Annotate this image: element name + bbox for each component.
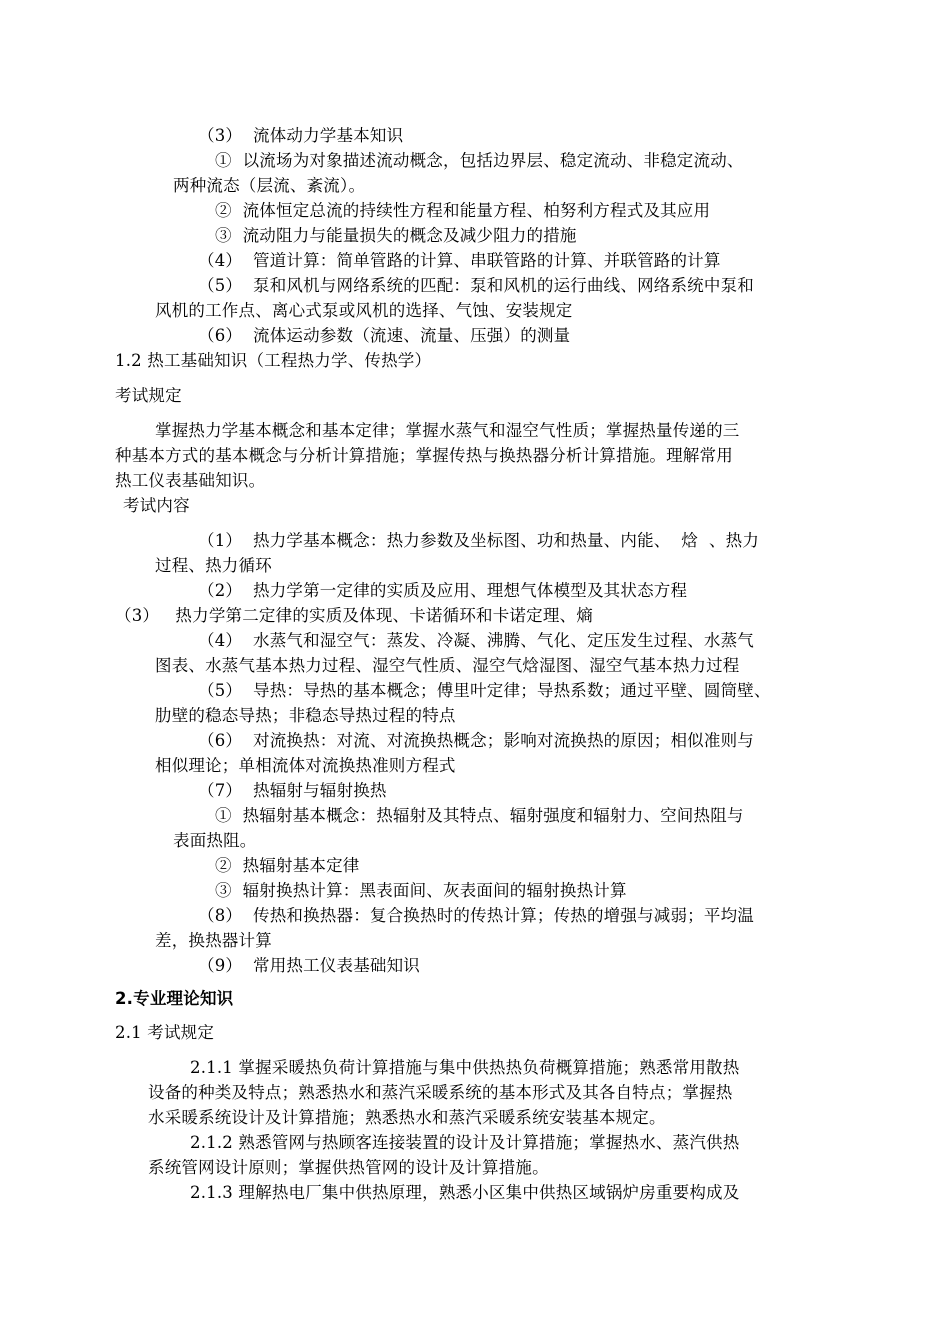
text-line: 热工仪表基础知识。 <box>115 471 266 490</box>
text-line: 系统管网设计原则；掌握供热管网的设计及计算措施。 <box>148 1158 549 1177</box>
text-line: ③ 辐射换热计算：黑表面间、灰表面间的辐射换热计算 <box>215 881 627 900</box>
text-line: 风机的工作点、离心式泵或风机的选择、气蚀、安装规定 <box>155 301 573 320</box>
text-line: ① 以流场为对象描述流动概念，包括边界层、稳定流动、非稳定流动、 <box>215 151 744 170</box>
text-line: （4） 管道计算：简单管路的计算、串联管路的计算、并联管路的计算 <box>198 251 721 270</box>
section-heading: 1.2 热工基础知识（工程热力学、传热学） <box>115 351 432 370</box>
text-line: （6） 对流换热：对流、对流换热概念；影响对流换热的原因；相似准则与 <box>198 731 754 750</box>
text-line: （8） 传热和换热器：复合换热时的传热计算；传热的增强与减弱；平均温 <box>198 906 754 925</box>
text-line: （9） 常用热工仪表基础知识 <box>198 956 420 975</box>
text-line: ① 热辐射基本概念：热辐射及其特点、辐射强度和辐射力、空间热阻与 <box>215 806 744 825</box>
text-line: （5） 泵和风机与网络系统的匹配：泵和风机的运行曲线、网络系统中泵和 <box>198 276 754 295</box>
text-line: 表面热阻。 <box>173 831 257 850</box>
text-line: （1） 热力学基本概念：热力参数及坐标图、功和热量、内能、 焓 、热力 <box>198 531 760 550</box>
text-line: ③ 流动阻力与能量损失的概念及减少阻力的措施 <box>215 226 577 245</box>
text-line: 种基本方式的基本概念与分析计算措施；掌握传热与换热器分析计算措施。理解常用 <box>115 446 733 465</box>
text-line: 图表、水蒸气基本热力过程、湿空气性质、湿空气焓湿图、湿空气基本热力过程 <box>155 656 740 675</box>
subheading: 考试规定 <box>115 386 182 405</box>
text-line: 掌握热力学基本概念和基本定律；掌握水蒸气和湿空气性质；掌握热量传递的三 <box>155 421 740 440</box>
text-line: 两种流态（层流、紊流）。 <box>173 176 366 195</box>
chapter-heading: 2.专业理论知识 <box>115 989 234 1008</box>
text-line: 2.1.2 熟悉管网与热顾客连接装置的设计及计算措施；掌握热水、蒸汽供热 <box>190 1133 740 1152</box>
text-line: ② 流体恒定总流的持续性方程和能量方程、柏努利方程式及其应用 <box>215 201 711 220</box>
text-line: 差，换热器计算 <box>155 931 272 950</box>
text-line: （4） 水蒸气和湿空气：蒸发、冷凝、沸腾、气化、定压发生过程、水蒸气 <box>198 631 754 650</box>
text-line: （6） 流体运动参数（流速、流量、压强）的测量 <box>198 326 571 345</box>
section-heading: 2.1 考试规定 <box>115 1023 215 1042</box>
text-line: 设备的种类及特点；熟悉热水和蒸汽采暖系统的基本形式及其各自特点；掌握热 <box>148 1083 733 1102</box>
text-line: （5） 导热：导热的基本概念；傅里叶定律；导热系数；通过平壁、圆筒壁、 <box>198 681 771 700</box>
text-line: （3） 流体动力学基本知识 <box>198 126 404 145</box>
text-line: 相似理论；单相流体对流换热准则方程式 <box>155 756 456 775</box>
text-line: 2.1.1 掌握采暖热负荷计算措施与集中供热热负荷概算措施；熟悉常用散热 <box>190 1058 740 1077</box>
text-line: （7） 热辐射与辐射换热 <box>198 781 387 800</box>
text-line: 肋壁的稳态导热；非稳态导热过程的特点 <box>155 706 456 725</box>
text-line: （3） 热力学第二定律的实质及体现、卡诺循环和卡诺定理、熵 <box>115 606 593 625</box>
text-line: 水采暖系统设计及计算措施；熟悉热水和蒸汽采暖系统安装基本规定。 <box>148 1108 666 1127</box>
text-line: （2） 热力学第一定律的实质及应用、理想气体模型及其状态方程 <box>198 581 688 600</box>
subheading: 考试内容 <box>123 496 190 515</box>
text-line: ② 热辐射基本定律 <box>215 856 360 875</box>
text-line: 过程、热力循环 <box>155 556 272 575</box>
text-line: 2.1.3 理解热电厂集中供热原理，熟悉小区集中供热区域锅炉房重要构成及 <box>190 1183 740 1202</box>
